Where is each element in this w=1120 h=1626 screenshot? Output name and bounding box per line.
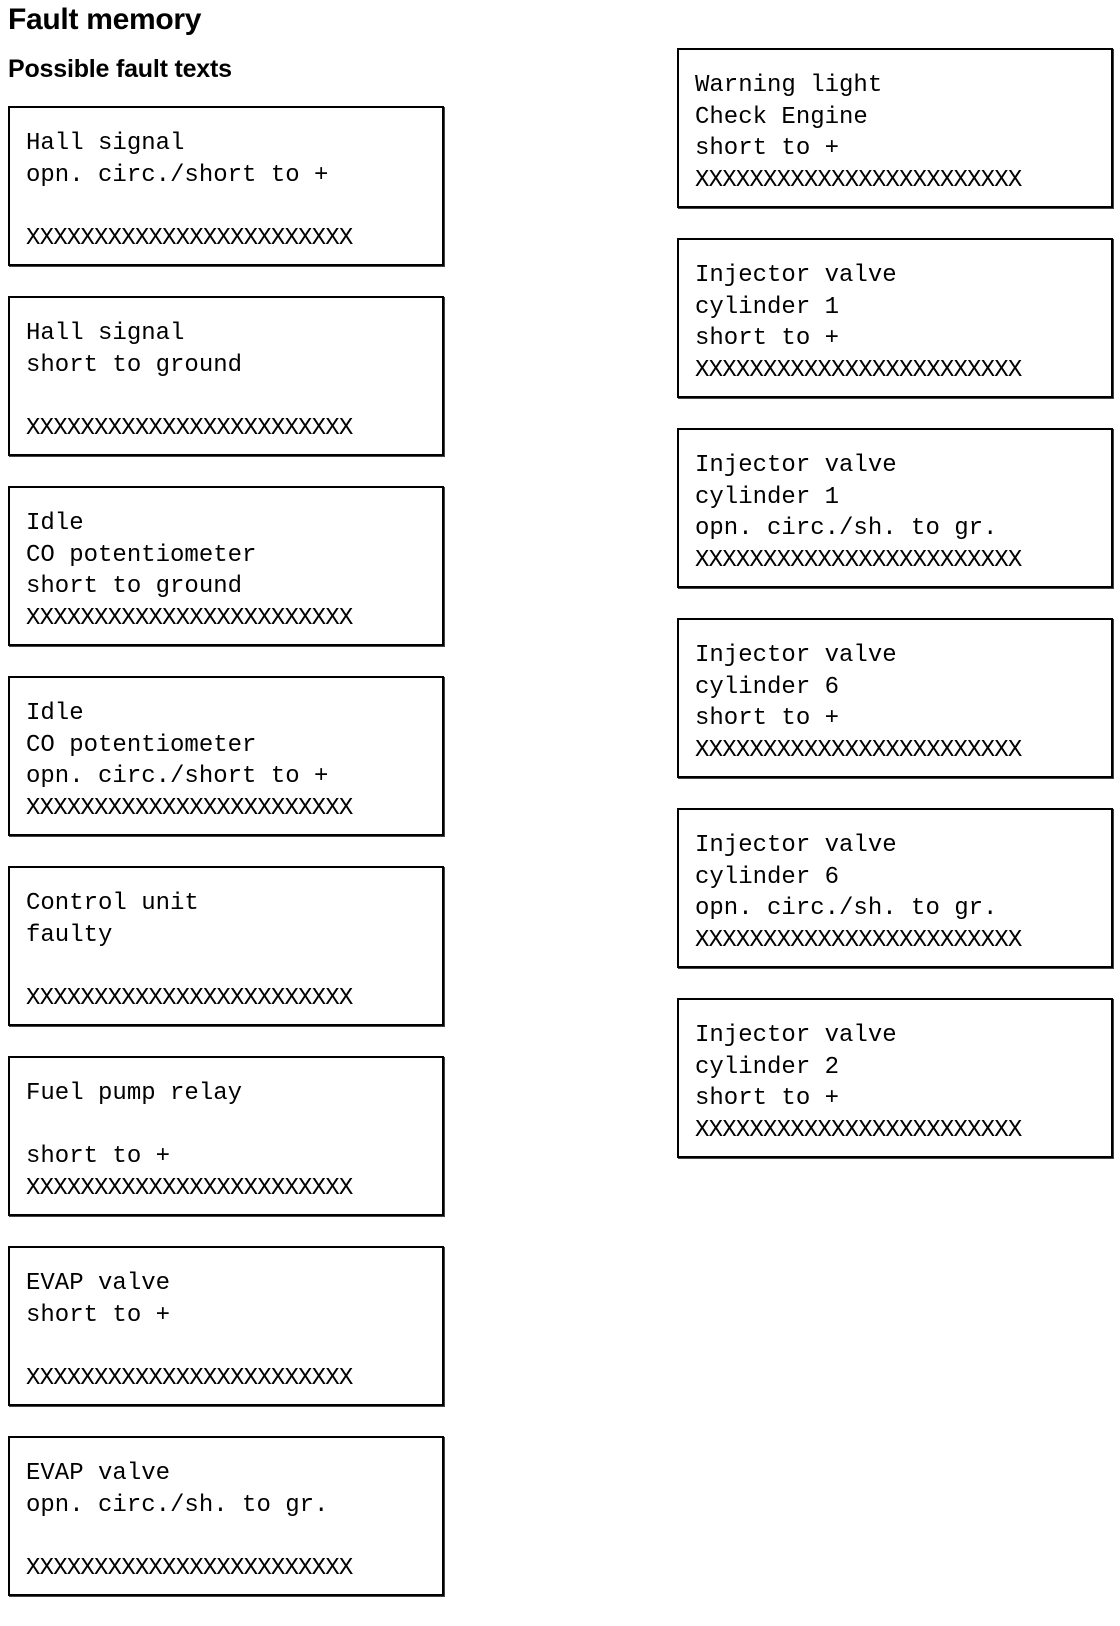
fault-text-box [677,808,1113,968]
fault-text-line: cylinder 1 [695,483,840,511]
fault-text-line: opn. circ./short to + [26,763,329,790]
fault-code-placeholder: XXXXXXXXXXXXXXXXXXXXXXXX [26,604,353,632]
fault-text-line: cylinder 1 [695,293,840,321]
fault-text-line: CO potentiometer [26,541,257,569]
fault-code-placeholder: XXXXXXXXXXXXXXXXXXXXXXXX [26,1174,353,1202]
fault-code-placeholder: XXXXXXXXXXXXXXXXXXXXXXXX [26,984,353,1012]
fault-text-box [8,1246,444,1406]
fault-text-line: Warning light [695,72,883,99]
page-title: Fault memory [8,3,202,36]
fault-text-line: CO potentiometer [26,731,257,759]
fault-text-line: cylinder 6 [695,863,840,891]
fault-text-line: Injector valve [695,642,897,669]
fault-code-placeholder: XXXXXXXXXXXXXXXXXXXXXXXX [26,1364,353,1392]
fault-text-box [8,106,444,266]
fault-text-box [8,866,444,1026]
fault-text-line: Check Engine [695,103,868,131]
fault-text-line: Control unit [26,890,199,917]
fault-code-placeholder: XXXXXXXXXXXXXXXXXXXXXXXX [695,166,1022,194]
fault-text-line: Injector valve [695,832,897,859]
fault-code-placeholder: XXXXXXXXXXXXXXXXXXXXXXXX [26,794,353,822]
fault-text-line: opn. circ./sh. to gr. [695,515,998,542]
fault-code-placeholder: XXXXXXXXXXXXXXXXXXXXXXXX [26,224,353,252]
fault-text-box [677,618,1113,778]
fault-text-line: cylinder 6 [695,673,840,701]
fault-code-placeholder: XXXXXXXXXXXXXXXXXXXXXXXX [26,414,353,442]
fault-text-line: Hall signal [26,130,185,157]
fault-text-line: Idle [26,700,84,727]
fault-text-line: short to ground [26,351,243,379]
fault-text-line: Injector valve [695,452,897,479]
fault-text-box [677,48,1113,208]
fault-text-box [677,998,1113,1158]
fault-text-line: short to + [695,1085,840,1112]
fault-text-line: Fuel pump relay [26,1080,243,1107]
fault-text-line: short to ground [26,573,243,600]
fault-text-box [8,1436,444,1596]
fault-code-placeholder: XXXXXXXXXXXXXXXXXXXXXXXX [695,356,1022,384]
fault-text-line: short to + [26,1301,171,1329]
fault-text-line: Idle [26,510,84,537]
fault-text-box [8,1056,444,1216]
fault-text-line: Injector valve [695,1022,897,1049]
fault-text-box [677,428,1113,588]
fault-code-placeholder: XXXXXXXXXXXXXXXXXXXXXXXX [26,1554,353,1582]
fault-text-line [26,381,442,413]
fault-text-line: short to + [695,325,840,352]
fault-text-line [26,1331,442,1363]
fault-text-line: opn. circ./sh. to gr. [695,895,998,922]
fault-text-line [26,191,442,223]
fault-code-placeholder: XXXXXXXXXXXXXXXXXXXXXXXX [695,926,1022,954]
fault-text-box [8,676,444,836]
fault-text-line: opn. circ./short to + [26,161,329,189]
left-fault-column [8,106,444,1626]
fault-text-line: short to + [695,705,840,732]
fault-text-box [8,486,444,646]
fault-text-line: short to + [695,135,840,162]
fault-code-placeholder: XXXXXXXXXXXXXXXXXXXXXXXX [695,546,1022,574]
right-fault-column [677,48,1113,1188]
fault-text-line: EVAP valve [26,1270,171,1297]
fault-text-line: opn. circ./sh. to gr. [26,1491,329,1519]
fault-code-placeholder: XXXXXXXXXXXXXXXXXXXXXXXX [695,736,1022,764]
fault-text-line: EVAP valve [26,1460,171,1487]
fault-text-line: Hall signal [26,320,185,347]
fault-text-box [8,296,444,456]
fault-code-placeholder: XXXXXXXXXXXXXXXXXXXXXXXX [695,1116,1022,1144]
fault-text-box [677,238,1113,398]
section-subtitle: Possible fault texts [8,55,232,83]
fault-text-line: Injector valve [695,262,897,289]
fault-text-line: cylinder 2 [695,1053,840,1081]
fault-text-line [26,951,442,983]
fault-text-line: short to + [26,1143,171,1170]
fault-text-line [26,1110,442,1142]
fault-text-line: faulty [26,921,113,949]
fault-text-line [26,1521,442,1553]
